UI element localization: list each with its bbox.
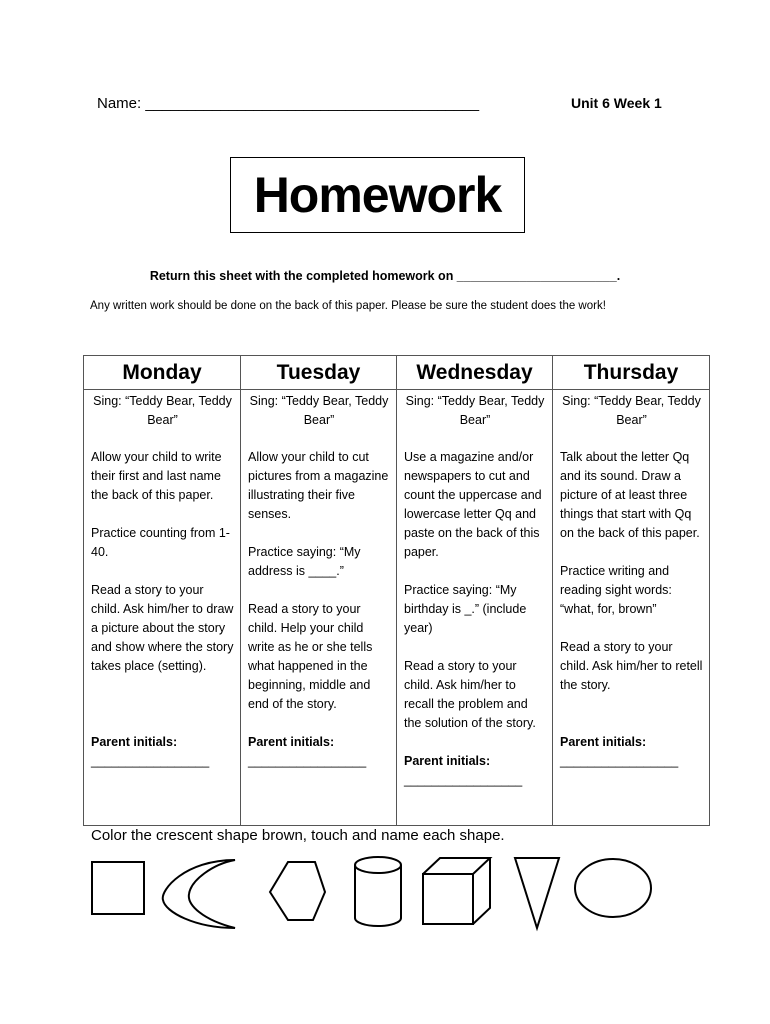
shapes-instruction: Color the crescent shape brown, touch and name each shape. xyxy=(91,827,505,844)
shapes-row xyxy=(85,850,685,940)
oval-shape[interactable] xyxy=(575,859,651,917)
activity-paragraph: Talk about the letter Qq and its sound. Draw a picture of at least three things that start with Qq on the back of this paper. xyxy=(560,450,700,540)
activity-paragraph: Use a magazine and/or newspapers to cut and count the uppercase and lowercase letter Qq and paste on the back of this paper. xyxy=(404,450,542,559)
activity-paragraph: Read a story to your child. Help your child write as he or she tells what happened in the beginning, middle and end of the story. xyxy=(248,602,373,711)
day-header-monday: Monday xyxy=(84,356,241,390)
day-header-row xyxy=(84,356,710,390)
parent-initials-line[interactable]: _________________ xyxy=(248,754,367,768)
sing-activity: Sing: “Teddy Bear, Teddy Bear” xyxy=(405,394,545,427)
day-cell-tuesday xyxy=(241,390,397,826)
day-content-row xyxy=(84,390,710,826)
activity-paragraph: Allow your child to write their first and last name the back of this paper. xyxy=(91,450,222,502)
activity-paragraph: Read a story to your child. Ask him/her to recall the problem and the solution of the story. xyxy=(404,659,536,730)
written-work-note: Any written work should be done on the back of this paper. Please be sure the student does the work! xyxy=(90,300,606,312)
sing-activity: Sing: “Teddy Bear, Teddy Bear” xyxy=(93,394,232,427)
activity-paragraph: Read a story to your child. Ask him/her to retell the story. xyxy=(560,640,703,692)
day-header-thursday: Thursday xyxy=(553,356,710,390)
square-shape[interactable] xyxy=(92,862,144,914)
homework-schedule-table xyxy=(83,355,710,826)
title-box xyxy=(230,157,525,233)
day-header-wednesday: Wednesday xyxy=(397,356,553,390)
day-cell-monday xyxy=(84,390,241,826)
parent-initials-line[interactable]: _________________ xyxy=(404,773,523,787)
sing-activity: Sing: “Teddy Bear, Teddy Bear” xyxy=(562,394,701,427)
parent-initials-label: Parent initials: xyxy=(91,735,178,749)
page-title: Homework xyxy=(253,167,502,223)
unit-week-label: Unit 6 Week 1 xyxy=(571,95,662,111)
name-field-label: Name: ________________________________________ xyxy=(97,95,480,112)
day-header-tuesday: Tuesday xyxy=(241,356,397,390)
triangle-shape[interactable] xyxy=(515,858,559,928)
activity-paragraph: Practice writing and reading sight words: “what, for, brown” xyxy=(560,564,672,616)
cylinder-shape[interactable] xyxy=(355,857,401,926)
cube-shape[interactable] xyxy=(423,858,490,924)
sing-activity: Sing: “Teddy Bear, Teddy Bear” xyxy=(249,394,389,427)
hexagon-shape[interactable] xyxy=(270,862,325,920)
activity-paragraph: Allow your child to cut pictures from a magazine illustrating their five senses. xyxy=(248,450,389,521)
activity-paragraph: Practice counting from 1-40. xyxy=(91,526,230,559)
activity-paragraph: Read a story to your child. Ask him/her to draw a picture about the story and show where the story takes place (setting). xyxy=(91,583,234,673)
activity-paragraph: Practice saying: “My address is ____.” xyxy=(248,545,361,578)
activity-paragraph: Practice saying: “My birthday is _.” (include year) xyxy=(404,583,527,635)
parent-initials-line[interactable]: _________________ xyxy=(91,754,210,768)
day-cell-wednesday xyxy=(397,390,553,826)
parent-initials-line[interactable]: _________________ xyxy=(560,754,679,768)
day-cell-thursday xyxy=(553,390,710,826)
crescent-shape[interactable] xyxy=(163,860,235,928)
return-instruction: Return this sheet with the completed homework on _______________________. xyxy=(149,269,621,283)
parent-initials-label: Parent initials: xyxy=(404,754,491,768)
parent-initials-label: Parent initials: xyxy=(560,735,647,749)
parent-initials-label: Parent initials: xyxy=(248,735,335,749)
